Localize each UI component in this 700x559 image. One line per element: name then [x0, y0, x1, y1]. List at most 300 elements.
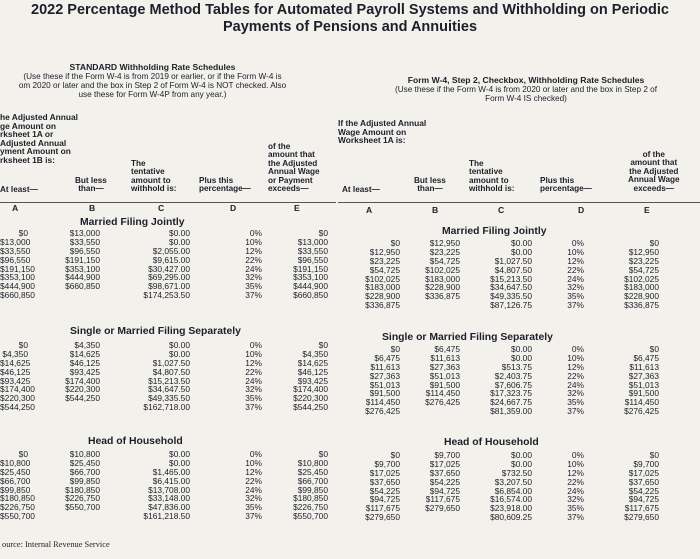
table-row: [0, 398, 700, 407]
table-cell: 24%: [245, 375, 262, 386]
table-cell: $0: [390, 450, 400, 460]
table-cell: $0.00: [511, 238, 532, 248]
table-cell: $16,574.00: [490, 494, 532, 505]
table-cell: $550,700: [293, 511, 328, 522]
table-cell: 0%: [249, 449, 262, 459]
table-row: [0, 457, 700, 469]
table-cell: $180,850: [293, 493, 328, 504]
table-cell: 32%: [567, 494, 584, 505]
table-cell: 10%: [245, 457, 262, 468]
table-cell: $336,875: [365, 300, 400, 311]
table-cell: $276,425: [425, 397, 460, 408]
table-cell: $550,700: [65, 502, 100, 513]
right-section-table: [0, 451, 700, 522]
table-cell: $34,647.50: [148, 384, 190, 395]
table-cell: $33,148.00: [148, 493, 190, 504]
table-cell: $4,350: [2, 348, 28, 359]
table-cell: 32%: [567, 282, 584, 293]
table-cell: 24%: [567, 273, 584, 284]
table-cell: 37%: [245, 290, 262, 301]
table-cell: 32%: [245, 493, 262, 504]
left-lead-label: he Adjusted Annual ge Amount on rksheet 1A or Adjusted Annual yment Amount on rksheet 1B is:: [0, 112, 79, 165]
table-cell: $49,335.50: [490, 291, 532, 302]
right-letter-d: D: [578, 205, 585, 215]
table-cell: $37,650: [369, 476, 400, 487]
table-cell: $66,700: [0, 475, 31, 486]
table-cell: $94,725: [369, 494, 400, 505]
table-cell: $91,500: [429, 379, 460, 390]
table-cell: $444,900: [0, 281, 35, 292]
table-cell: $1,465.00: [152, 466, 190, 477]
table-cell: $34,647.50: [490, 282, 532, 293]
table-cell: $0: [318, 449, 328, 459]
table-cell: 37%: [245, 402, 262, 413]
table-cell: $66,700: [69, 466, 100, 477]
table-cell: $69,295.00: [148, 272, 190, 283]
table-cell: 35%: [567, 397, 584, 408]
table-cell: $180,850: [65, 484, 100, 495]
table-cell: $66,700: [297, 475, 328, 486]
table-cell: $17,025: [429, 458, 460, 469]
table-cell: $174,400: [65, 375, 100, 386]
table-cell: 24%: [567, 379, 584, 390]
table-cell: $117,675: [365, 503, 400, 514]
table-cell: $0.00: [511, 450, 532, 460]
table-cell: $11,613: [430, 352, 460, 363]
table-cell: $544,250: [293, 402, 328, 413]
table-cell: $99,850: [0, 484, 31, 495]
table-cell: $102,025: [365, 273, 400, 284]
table-cell: 37%: [567, 300, 584, 311]
table-cell: $96,550: [69, 245, 100, 256]
table-cell: 35%: [567, 503, 584, 514]
table-cell: 24%: [567, 485, 584, 496]
table-row: [0, 292, 700, 301]
checkbox-schedule-header: [352, 76, 700, 103]
table-cell: $220,300: [293, 393, 328, 404]
table-row: [0, 301, 700, 310]
table-cell: $117,675: [425, 494, 460, 505]
page-title: [0, 0, 700, 36]
table-row: [0, 389, 700, 398]
table-cell: $183,000: [425, 273, 460, 284]
table-cell: $11,613: [370, 361, 400, 372]
table-cell: $0: [649, 238, 659, 248]
table-cell: $0: [649, 344, 659, 354]
table-cell: 22%: [245, 254, 262, 265]
left-excess-header: of the amount that the Adjusted Annual Wage or Payment exceeds—: [268, 142, 320, 194]
table-cell: $4,807.50: [152, 366, 190, 377]
table-cell: $14,625: [0, 357, 31, 368]
right-letter-a: A: [366, 205, 373, 215]
table-cell: $2,403.75: [494, 370, 532, 381]
table-cell: $6,475: [374, 352, 400, 363]
table-row: [0, 272, 700, 284]
table-cell: $226,750: [65, 493, 100, 504]
table-row: [0, 254, 700, 266]
table-cell: $117,675: [624, 503, 659, 514]
table-cell: $7,606.75: [494, 379, 532, 390]
table-cell: $444,900: [65, 272, 100, 283]
table-cell: $23,225: [628, 255, 659, 266]
table-cell: $228,900: [624, 291, 659, 302]
table-cell: 22%: [567, 264, 584, 275]
table-cell: $0: [18, 449, 28, 459]
table-cell: $4,350: [302, 348, 328, 359]
table-cell: $6,475: [633, 352, 659, 363]
table-cell: 10%: [567, 352, 584, 363]
table-cell: $49,335.50: [148, 393, 190, 404]
table-cell: $0: [18, 228, 28, 238]
table-cell: $0: [18, 340, 28, 350]
standard-note-line-1: (Use these if the Form W-4 is from 2019 or earlier, or if the Form W-4 is: [23, 72, 282, 81]
table-cell: $13,000: [69, 228, 100, 238]
table-cell: $94,725: [429, 485, 460, 496]
table-cell: 22%: [567, 476, 584, 487]
table-cell: $226,750: [293, 502, 328, 513]
table-cell: $23,225: [429, 246, 460, 257]
left-letter-e: E: [294, 203, 300, 213]
table-cell: $544,250: [65, 393, 100, 404]
table-cell: $161,218.50: [143, 511, 190, 522]
table-cell: $17,025: [628, 467, 659, 478]
table-cell: $14,625: [297, 357, 328, 368]
standard-note-line-3: use these for Form W-4P from any year.): [78, 90, 227, 99]
table-cell: $87,126.75: [490, 300, 532, 311]
table-cell: $9,700: [374, 458, 400, 469]
table-row: [0, 345, 700, 354]
table-cell: $11,613: [629, 361, 659, 372]
table-cell: $0.00: [169, 449, 190, 459]
table-cell: $94,725: [628, 494, 659, 505]
table-cell: $9,700: [633, 458, 659, 469]
table-row: [0, 381, 700, 390]
table-cell: $660,850: [0, 290, 35, 301]
table-cell: $336,875: [624, 300, 659, 311]
table-cell: $91,500: [369, 388, 400, 399]
table-cell: $37,650: [628, 476, 659, 487]
left-section-title: Single or Married Filing Separately: [70, 326, 241, 337]
source-note: ource: Internal Revenue Service: [2, 540, 110, 549]
table-cell: $191,150: [65, 254, 100, 265]
table-cell: $96,550: [297, 254, 328, 265]
table-cell: $1,027.50: [494, 255, 532, 266]
table-cell: $513.75: [501, 361, 532, 372]
table-cell: $27,363: [429, 361, 460, 372]
table-cell: 24%: [245, 484, 262, 495]
table-cell: $99,850: [69, 475, 100, 486]
left-section-title: Head of Household: [88, 436, 183, 447]
table-cell: $25,450: [297, 466, 328, 477]
table-cell: $660,850: [293, 290, 328, 301]
table-cell: $6,475: [434, 344, 460, 354]
table-cell: 35%: [567, 291, 584, 302]
table-cell: $6,415.00: [152, 475, 190, 486]
table-cell: $14,625: [69, 348, 100, 359]
table-row: [0, 245, 700, 257]
table-row: [0, 475, 700, 487]
table-cell: 12%: [567, 467, 584, 478]
right-butless-header: But less than—: [414, 176, 446, 194]
table-cell: $80,609.25: [490, 512, 532, 523]
table-cell: $228,900: [365, 291, 400, 302]
table-cell: $10,800: [69, 449, 100, 459]
table-cell: 35%: [245, 502, 262, 513]
table-cell: $0.00: [169, 457, 190, 468]
table-cell: $54,725: [429, 255, 460, 266]
table-cell: $46,125: [0, 366, 31, 377]
table-cell: $0: [318, 228, 328, 238]
table-cell: $54,725: [369, 264, 400, 275]
table-cell: $98,671.00: [148, 281, 190, 292]
table-row: [0, 484, 700, 496]
table-cell: $544,250: [0, 402, 35, 413]
table-cell: $174,400: [0, 384, 35, 395]
table-cell: $93,425: [297, 375, 328, 386]
table-cell: $0: [649, 450, 659, 460]
table-cell: $174,400: [293, 384, 328, 395]
table-cell: $102,025: [624, 273, 659, 284]
table-cell: $336,875: [425, 291, 460, 302]
table-cell: $0.00: [511, 344, 532, 354]
left-letter-c: C: [158, 203, 165, 213]
standard-schedule-title: STANDARD Withholding Rate Schedules: [69, 62, 236, 72]
table-cell: $47,836.00: [148, 502, 190, 513]
table-cell: 12%: [245, 245, 262, 256]
left-letter-a: A: [12, 203, 19, 213]
table-row: [0, 495, 700, 504]
right-header-rule: [338, 202, 700, 203]
table-cell: 0%: [571, 238, 584, 248]
table-cell: $174,253.50: [143, 290, 190, 301]
right-letter-b: B: [432, 205, 439, 215]
table-cell: $12,950: [369, 246, 400, 257]
table-row: [0, 354, 700, 363]
table-cell: $23,918.00: [490, 503, 532, 514]
table-cell: $12,950: [429, 238, 460, 248]
table-row: [0, 229, 700, 238]
right-letter-e: E: [644, 205, 650, 215]
table-cell: $2,055.00: [152, 245, 190, 256]
right-section-title: Married Filing Jointly: [442, 226, 547, 237]
checkbox-note-line-1: (Use these if the Form W-4 is from 2020 or later and the box in Step 2 of: [395, 85, 657, 94]
table-cell: $27,363: [628, 370, 659, 381]
table-cell: $0.00: [511, 458, 532, 469]
table-cell: $228,900: [425, 282, 460, 293]
table-cell: 32%: [245, 272, 262, 283]
left-section-title: Married Filing Jointly: [80, 217, 185, 228]
table-cell: $279,650: [365, 512, 400, 523]
table-cell: 10%: [567, 458, 584, 469]
table-cell: $276,425: [624, 406, 659, 417]
table-cell: $191,150: [0, 263, 35, 274]
table-cell: $353,100: [65, 263, 100, 274]
table-cell: $46,125: [297, 366, 328, 377]
table-cell: $1,027.50: [152, 357, 190, 368]
table-cell: 32%: [567, 388, 584, 399]
table-cell: $353,100: [0, 272, 35, 283]
table-cell: $51,013: [429, 370, 460, 381]
table-cell: $353,100: [293, 272, 328, 283]
table-cell: $99,850: [297, 484, 328, 495]
table-cell: $114,450: [624, 397, 659, 408]
table-row: [0, 263, 700, 275]
right-excess-header: of the amount that the Adjusted Annual Wage exceeds—: [628, 150, 680, 193]
table-cell: $0.00: [511, 352, 532, 363]
table-cell: $226,750: [0, 502, 35, 513]
table-cell: $10,800: [0, 457, 31, 468]
table-cell: $33,550: [297, 245, 328, 256]
right-atleast-header: At least—: [342, 185, 380, 194]
table-cell: $51,013: [369, 379, 400, 390]
table-cell: $17,025: [369, 467, 400, 478]
table-cell: 37%: [245, 511, 262, 522]
left-tentative-header: The tentative amount to withhold is:: [131, 159, 177, 194]
table-cell: $37,650: [429, 467, 460, 478]
standard-note-line-2: om 2020 or later and the box in Step 2 of Form W-4 is NOT checked. Also: [18, 81, 287, 90]
right-column-letters: [338, 205, 700, 217]
table-cell: 22%: [245, 366, 262, 377]
table-cell: 10%: [567, 246, 584, 257]
table-cell: $93,425: [69, 366, 100, 377]
table-cell: $660,850: [65, 281, 100, 292]
title-line-2: Payments of Pensions and Annuities: [222, 19, 478, 35]
table-cell: 35%: [245, 281, 262, 292]
right-section-title: Single or Married Filing Separately: [382, 332, 553, 343]
table-cell: $46,125: [69, 357, 100, 368]
table-cell: 32%: [245, 384, 262, 395]
table-cell: $191,150: [293, 263, 328, 274]
table-cell: $279,650: [624, 512, 659, 523]
table-cell: 24%: [245, 263, 262, 274]
table-cell: $0.00: [169, 236, 190, 247]
table-cell: $27,363: [369, 370, 400, 381]
table-cell: $102,025: [425, 264, 460, 275]
table-cell: 35%: [245, 393, 262, 404]
table-cell: $15,213.50: [148, 375, 190, 386]
table-cell: $54,725: [628, 264, 659, 275]
table-row: [0, 236, 700, 248]
table-cell: $13,708.00: [148, 484, 190, 495]
table-cell: $279,650: [425, 503, 460, 514]
table-cell: 22%: [245, 475, 262, 486]
table-row: [0, 513, 700, 522]
table-cell: $0: [390, 238, 400, 248]
left-plus-header: Plus this percentage—: [199, 176, 251, 194]
table-cell: $220,300: [0, 393, 35, 404]
right-tentative-header: The tentative amount to withhold is:: [469, 159, 515, 194]
table-cell: $13,000: [297, 236, 328, 247]
table-cell: $276,425: [365, 406, 400, 417]
right-letter-c: C: [498, 205, 505, 215]
standard-schedule-header: [0, 63, 305, 99]
table-cell: $162,718.00: [143, 402, 190, 413]
table-cell: $114,450: [365, 397, 400, 408]
table-cell: $54,225: [369, 485, 400, 496]
table-cell: $12,950: [628, 246, 659, 257]
table-cell: 12%: [567, 255, 584, 266]
table-cell: $732.50: [501, 467, 532, 478]
table-cell: 10%: [245, 348, 262, 359]
table-row: [0, 372, 700, 381]
table-cell: $4,350: [74, 340, 100, 350]
table-cell: $9,700: [434, 450, 460, 460]
table-cell: $91,500: [628, 388, 659, 399]
table-cell: $81,359.00: [490, 406, 532, 417]
table-cell: $96,550: [0, 254, 31, 265]
table-cell: $180,850: [0, 493, 35, 504]
table-cell: $54,225: [429, 476, 460, 487]
table-cell: $183,000: [624, 282, 659, 293]
table-cell: $0.00: [169, 348, 190, 359]
left-butless-header: But less than—: [75, 176, 107, 194]
table-cell: $444,900: [293, 281, 328, 292]
checkbox-note-line-2: Form W-4 IS checked): [485, 94, 567, 103]
right-section-table: [0, 236, 700, 311]
table-cell: $24,667.75: [490, 397, 532, 408]
right-lead-label: If the Adjusted Annual Wage Amount on Worksheet 1A is:: [338, 118, 427, 146]
checkbox-schedule-title: Form W-4, Step 2, Checkbox, Withholding Rate Schedules: [407, 75, 645, 85]
table-cell: $0: [390, 344, 400, 354]
table-cell: 12%: [245, 357, 262, 368]
right-plus-header: Plus this percentage—: [540, 176, 592, 194]
table-cell: 10%: [245, 236, 262, 247]
table-cell: $3,207.50: [494, 476, 532, 487]
table-cell: $10,800: [297, 457, 328, 468]
table-cell: $220,300: [65, 384, 100, 395]
table-cell: $114,450: [425, 388, 460, 399]
table-cell: $25,450: [69, 457, 100, 468]
right-section-table: [0, 345, 700, 416]
table-cell: $15,213.50: [490, 273, 532, 284]
table-cell: $51,013: [628, 379, 659, 390]
table-cell: 0%: [249, 228, 262, 238]
table-row: [0, 451, 700, 460]
table-row: [0, 504, 700, 513]
table-cell: 0%: [571, 450, 584, 460]
left-atleast-header: At least—: [0, 185, 38, 194]
table-cell: $30,427.00: [148, 263, 190, 274]
table-cell: $0.00: [169, 228, 190, 238]
table-cell: $550,700: [0, 511, 35, 522]
table-cell: $4,807.50: [494, 264, 532, 275]
table-cell: 0%: [571, 344, 584, 354]
table-row: [0, 363, 700, 372]
title-line-1: 2022 Percentage Method Tables for Automated Payroll Systems and Withholding on Periodic: [31, 2, 669, 18]
table-cell: $183,000: [365, 282, 400, 293]
table-row: [0, 466, 700, 478]
left-letter-b: B: [89, 203, 96, 213]
table-cell: 12%: [567, 361, 584, 372]
table-row: [0, 407, 700, 416]
table-cell: 37%: [567, 406, 584, 417]
table-cell: $33,550: [0, 245, 31, 256]
table-row: [0, 283, 700, 292]
right-section-title: Head of Household: [444, 437, 539, 448]
table-cell: $17,323.75: [490, 388, 532, 399]
left-letter-d: D: [230, 203, 237, 213]
table-cell: 37%: [567, 512, 584, 523]
table-cell: 12%: [245, 466, 262, 477]
table-cell: $6,854.00: [494, 485, 532, 496]
table-cell: $9,615.00: [152, 254, 190, 265]
table-cell: $33,550: [69, 236, 100, 247]
left-column-letters: [0, 203, 336, 215]
table-cell: $0: [318, 340, 328, 350]
table-cell: $0.00: [511, 246, 532, 257]
table-cell: $0.00: [169, 340, 190, 350]
table-cell: 0%: [249, 340, 262, 350]
